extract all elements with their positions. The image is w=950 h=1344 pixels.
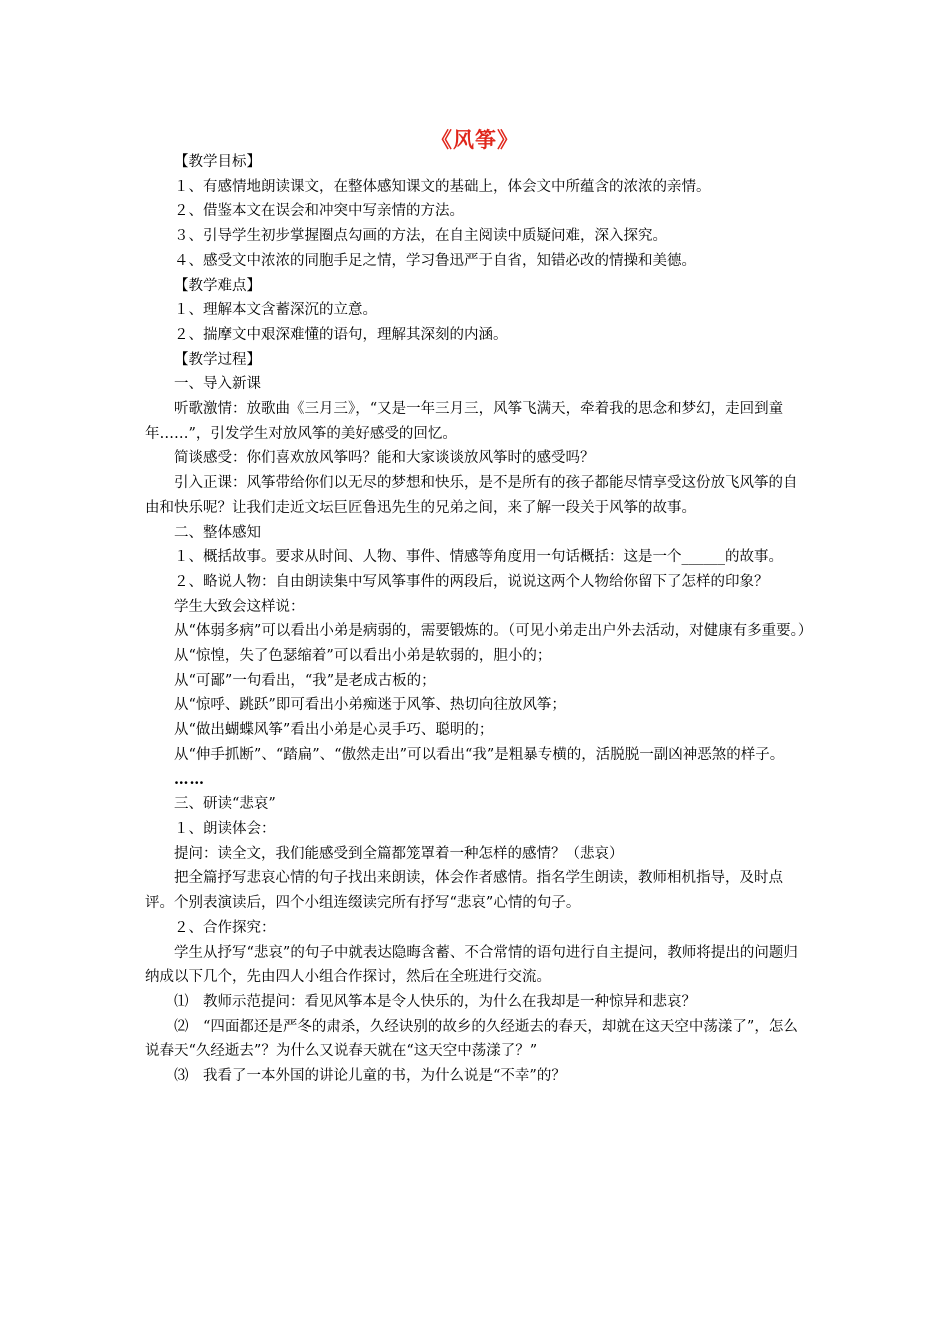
body-paragraph: 从“可鄙”一句看出，“我”是老成古板的； <box>174 672 436 689</box>
body-paragraph: １、概括故事。要求从时间、人物、事件、情感等角度用一句话概括：这是一个______的故事。 <box>174 549 783 566</box>
body-paragraph: 从“做出蝴蝶风筝”看出小弟是心灵手巧、聪明的； <box>174 722 494 739</box>
objective-item: ２、借鉴本文在误会和冲突中写亲情的方法。 <box>174 203 464 220</box>
difficulty-item: １、理解本文含蓄深沉的立意。 <box>174 302 377 319</box>
subsection-heading: 三、研读“悲哀” <box>174 796 276 813</box>
body-paragraph: 学生大致会这样说： <box>174 598 305 615</box>
body-paragraph: 简谈感受：你们喜欢放风筝吗？能和大家谈谈放风筝时的感受吗？ <box>174 450 595 467</box>
body-paragraph: 提问：读全文，我们能感受到全篇都笼罩着一种怎样的感情？（悲哀） <box>174 845 624 862</box>
body-paragraph: ２、合作探究： <box>174 919 276 936</box>
body-paragraph: 听歌激情：放歌曲《三月三》，“又是一年三月三，风筝飞满天，牵着我的思念和梦幻，走回到童年……”，引发学生对放风筝的美好感受的回忆。 <box>145 401 784 442</box>
subsection-heading: 一、导入新课 <box>174 376 261 393</box>
body-paragraph: 把全篇抒写悲哀心情的句子找出来朗读，体会作者感情。指名学生朗读，教师相机指导，及时点评。个别表演读后，四个小组连缀读完所有抒写“悲哀”心情的句子。 <box>145 870 783 912</box>
section-heading-objectives: 【教学目标】 <box>174 154 261 170</box>
body-paragraph: １、朗读体会： <box>174 820 276 837</box>
body-paragraph: 学生从抒写“悲哀”的句子中就表达隐晦含蓄、不合常情的语句进行自主提问，教师将提出的问题归纳成以下几个，先由四人小组合作探讨，然后在全班进行交流。 <box>145 944 798 986</box>
question-item: ⑵ “四面都还是严冬的肃杀，久经诀别的故乡的久经逝去的春天，却就在这天空中荡漾了”，怎么说春天“久经逝去”？为什么又说春天就在“这天空中荡漾了？” <box>145 1018 798 1060</box>
objective-item: １、有感情地朗读课文，在整体感知课文的基础上，体会文中所蕴含的浓浓的亲情。 <box>174 178 711 195</box>
body-paragraph: 从“惊惶，失了色瑟缩着”可以看出小弟是软弱的，胆小的； <box>174 648 552 665</box>
difficulty-item: ２、揣摩文中艰深难懂的语句，理解其深刻的内涵。 <box>174 326 508 343</box>
section-heading-difficulties: 【教学难点】 <box>174 277 261 294</box>
body-paragraph: 从“伸手抓断”、“踏扁”、“傲然走出”可以看出“我”是粗暴专横的，活脱脱一副凶神恶煞的样子。 <box>174 746 785 763</box>
objective-item: ３、引导学生初步掌握圈点勾画的方法，在自主阅读中质疑问难，深入探究。 <box>174 228 667 245</box>
ellipsis-line: …… <box>174 770 205 788</box>
body-paragraph: ２、略说人物：自由朗读集中写风筝事件的两段后，说说这两个人物给你留下了怎样的印象？ <box>174 573 769 590</box>
subsection-heading: 二、整体感知 <box>174 524 261 541</box>
document-body <box>145 150 813 1089</box>
section-heading-process: 【教学过程】 <box>174 351 261 368</box>
body-paragraph: 从“体弱多病”可以看出小弟是病弱的，需要锻炼的。（可见小弟走出户外去活动，对健康有多重要。） <box>174 623 813 640</box>
objective-item: ４、感受文中浓浓的同胞手足之情，学习鲁迅严于自省，知错必改的情操和美德。 <box>174 252 696 269</box>
document-title: 《风筝》 <box>431 127 519 152</box>
question-item: ⑴ 教师示范提问：看见风筝本是令人快乐的，为什么在我却是一种惊异和悲哀？ <box>174 993 696 1010</box>
body-paragraph: 引入正课：风筝带给你们以无尽的梦想和快乐，是不是所有的孩子都能尽情享受这份放飞风筝的自由和快乐呢？让我们走近文坛巨匠鲁迅先生的兄弟之间，来了解一段关于风筝的故事。 <box>145 475 798 516</box>
question-item: ⑶ 我看了一本外国的讲论儿童的书，为什么说是“不幸”的？ <box>174 1068 566 1085</box>
body-paragraph: 从“惊呼、跳跃”即可看出小弟痴迷于风筝、热切向往放风筝； <box>174 697 566 714</box>
